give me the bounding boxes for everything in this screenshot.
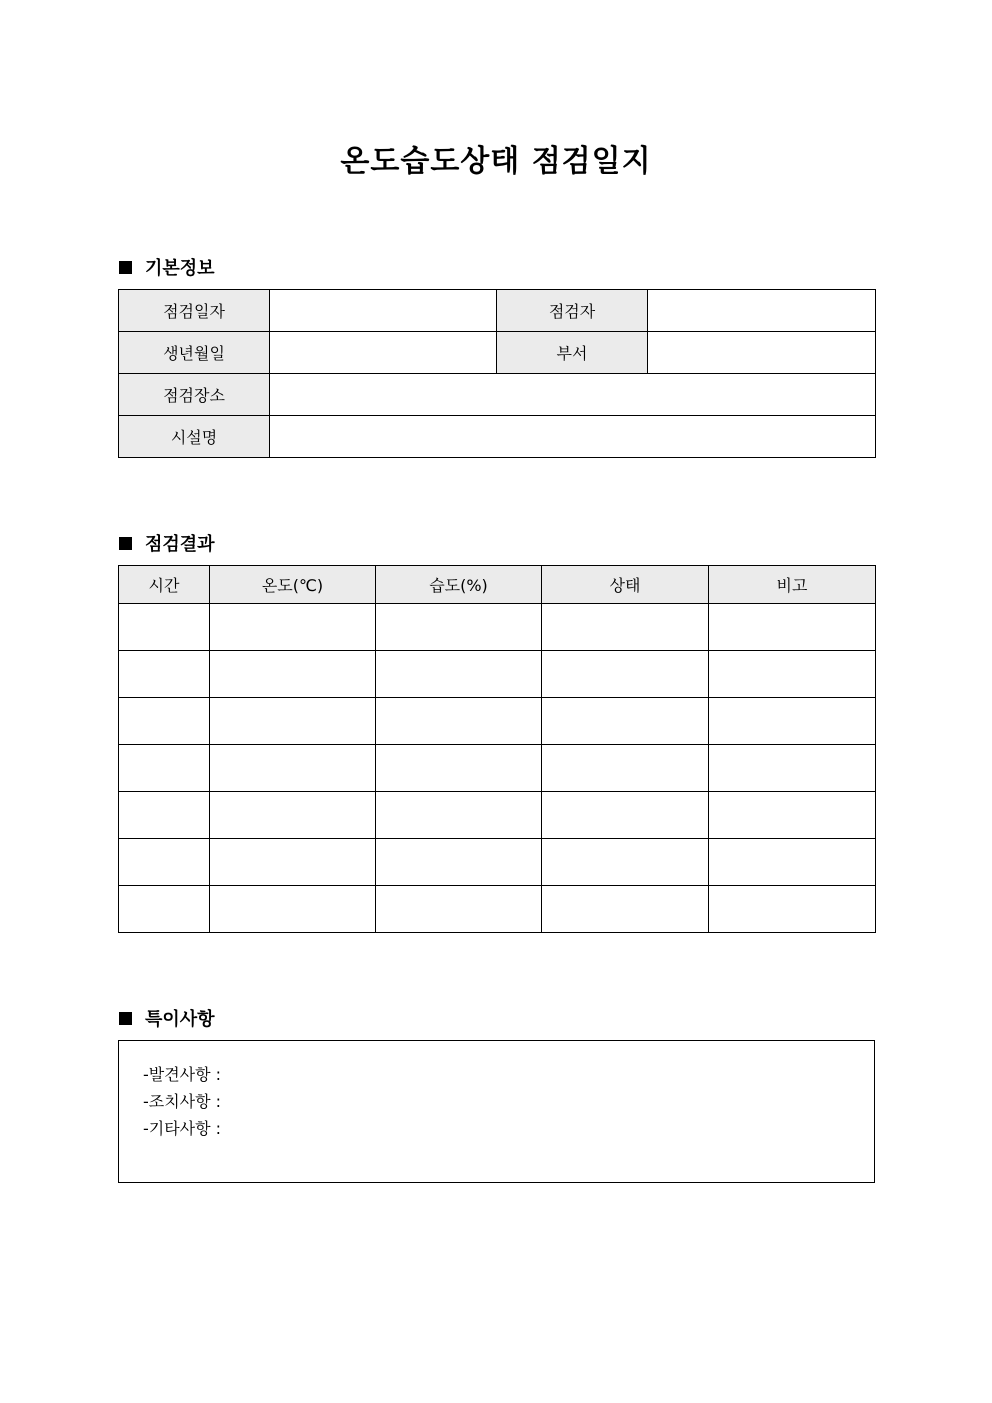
table-row [119,698,876,745]
column-header-remarks: 비고 [709,566,876,604]
remarks-cell[interactable] [709,839,876,886]
column-header-temperature: 온도(℃) [210,566,376,604]
label-inspection-date: 점검일자 [119,290,270,332]
status-cell[interactable] [542,651,709,698]
inspector-field[interactable] [648,290,876,332]
time-cell[interactable] [119,651,210,698]
table-row [119,332,876,374]
square-bullet-icon [119,537,132,550]
remarks-cell[interactable] [709,604,876,651]
section-title: 점검결과 [145,534,215,555]
status-cell[interactable] [542,745,709,792]
table-row [119,839,876,886]
department-field[interactable] [648,332,876,374]
table-row [119,651,876,698]
table-row [119,604,876,651]
notes-lines [143,1061,221,1142]
humidity-cell[interactable] [376,745,542,792]
table-header-row [119,566,876,604]
note-actions: -조치사항 : [143,1092,222,1111]
column-header-time: 시간 [119,566,210,604]
remarks-cell[interactable] [709,651,876,698]
section-title: 특이사항 [145,1009,215,1030]
table-row [119,792,876,839]
section-heading-notes [119,1005,215,1031]
basic-info-table [118,289,876,458]
facility-name-field[interactable] [270,416,876,458]
document-title: 온도습도상태 점검일지 [340,144,652,179]
inspection-date-field[interactable] [270,290,497,332]
column-header-humidity: 습도(%) [376,566,542,604]
status-cell[interactable] [542,698,709,745]
remarks-cell[interactable] [709,745,876,792]
label-inspector: 점검자 [497,290,648,332]
humidity-cell[interactable] [376,839,542,886]
table-row [119,745,876,792]
humidity-cell[interactable] [376,792,542,839]
humidity-cell[interactable] [376,886,542,933]
temperature-cell[interactable] [210,604,376,651]
table-row [119,290,876,332]
time-cell[interactable] [119,604,210,651]
birth-date-field[interactable] [270,332,497,374]
table-row [119,886,876,933]
remarks-cell[interactable] [709,792,876,839]
table-row [119,416,876,458]
section-heading-basic-info [119,254,215,280]
section-title: 기본정보 [145,258,215,279]
remarks-cell[interactable] [709,698,876,745]
square-bullet-icon [119,261,132,274]
time-cell[interactable] [119,792,210,839]
temperature-cell[interactable] [210,886,376,933]
label-department: 부서 [497,332,648,374]
label-birth-date: 생년월일 [119,332,270,374]
time-cell[interactable] [119,886,210,933]
temperature-cell[interactable] [210,698,376,745]
time-cell[interactable] [119,745,210,792]
results-table [118,565,876,933]
status-cell[interactable] [542,839,709,886]
inspection-location-field[interactable] [270,374,876,416]
humidity-cell[interactable] [376,651,542,698]
temperature-cell[interactable] [210,839,376,886]
note-other: -기타사항 : [143,1119,222,1138]
humidity-cell[interactable] [376,698,542,745]
remarks-cell[interactable] [709,886,876,933]
status-cell[interactable] [542,886,709,933]
label-facility-name: 시설명 [119,416,270,458]
square-bullet-icon [119,1012,132,1025]
status-cell[interactable] [542,604,709,651]
label-inspection-location: 점검장소 [119,374,270,416]
humidity-cell[interactable] [376,604,542,651]
notes-box[interactable] [118,1040,875,1183]
temperature-cell[interactable] [210,745,376,792]
time-cell[interactable] [119,839,210,886]
note-findings: -발견사항 : [143,1065,222,1084]
temperature-cell[interactable] [210,792,376,839]
time-cell[interactable] [119,698,210,745]
table-row [119,374,876,416]
column-header-status: 상태 [542,566,709,604]
section-heading-results [119,530,215,556]
status-cell[interactable] [542,792,709,839]
temperature-cell[interactable] [210,651,376,698]
